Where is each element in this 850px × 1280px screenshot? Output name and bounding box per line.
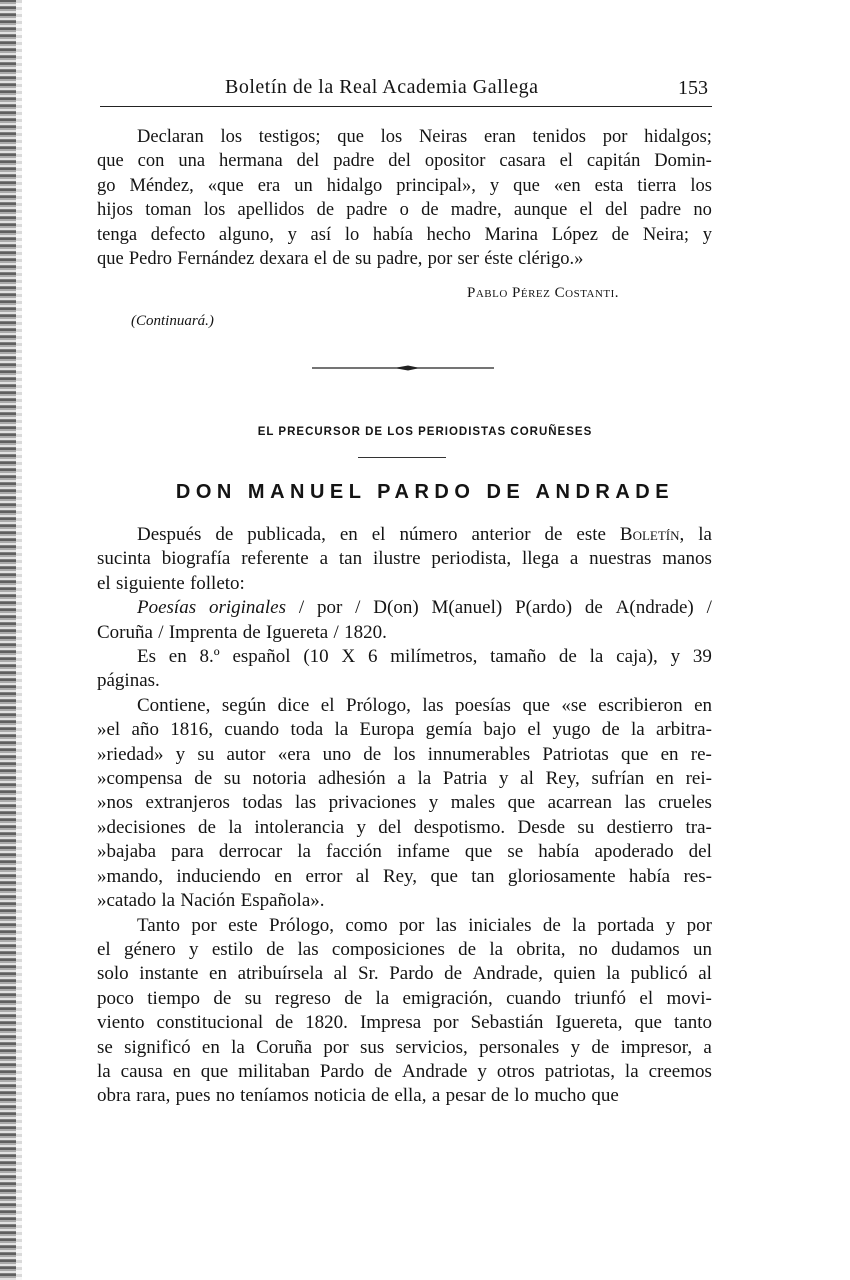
author-signature: Pablo Pérez Costanti. <box>467 285 620 301</box>
paragraph-2 <box>97 645 712 694</box>
book-binding-edge <box>0 0 16 1280</box>
article-title: DON MANUEL PARDO DE ANDRADE <box>175 481 675 503</box>
running-header <box>100 72 712 107</box>
text-line: »compensa de su notoria adhesión a la Patria y al Rey, sufrían en rei- <box>97 768 712 790</box>
paragraph-3 <box>97 694 712 914</box>
text-line: que Pedro Fernández dexara el de su padre, por ser éste clérigo.» <box>97 249 584 270</box>
article-subheading: EL PRECURSOR DE LOS PERIODISTAS CORUÑESES <box>257 426 593 438</box>
section-divider-ornament <box>312 362 494 374</box>
book-binding-shadow <box>16 0 22 1280</box>
text-line: »nos extranjeros todas las privaciones y males que acarrean las crueles <box>97 792 712 814</box>
paragraph-1 <box>97 523 712 596</box>
text-line: Después de publicada, en el número anterior de este Boletín, la <box>137 524 712 545</box>
short-divider-rule <box>358 457 446 458</box>
text-line: »el año 1816, cuando toda la Europa gemía bajo el yugo de la arbitra- <box>97 719 712 741</box>
text-line: el género y estilo de las composiciones de la obrita, no dudamos un <box>97 938 712 960</box>
text-line: Contiene, según dice el Prólogo, las poesías que «se escribieron en <box>137 694 712 716</box>
text-line: se significó en la Coruña por sus servicios, personales y de impresor, a <box>97 1036 712 1058</box>
continued-note: (Continuará.) <box>131 313 214 329</box>
text-line: Coruña / Imprenta de Iguereta / 1820. <box>97 621 387 643</box>
text-line: viento constitucional de 1820. Impresa por Sebastián Iguereta, que tanto <box>97 1012 712 1034</box>
text-line: »catado la Nación Española». <box>97 890 325 912</box>
page-number: 153 <box>678 77 708 99</box>
text-line: »mando, induciendo en error al Rey, que tan gloriosamente había res- <box>97 865 712 887</box>
text-line: que con una hermana del padre del opositor casara el capitán Domin- <box>97 151 712 172</box>
previous-article-ending <box>97 125 712 271</box>
text-line: Declaran los testigos; que los Neiras eran tenidos por hidalgos; <box>137 127 712 147</box>
text-line: la causa en que militaban Pardo de Andrade y otros patriotas, la creemos <box>97 1060 712 1082</box>
text-line: »decisiones de la intolerancia y del despotismo. Desde su destierro tra- <box>97 816 712 838</box>
paragraph-4 <box>97 914 712 1109</box>
text-line: el siguiente folleto: <box>97 572 245 594</box>
text-line: go Méndez, «que era un hidalgo principal», y que «en esta tierra los <box>97 175 712 196</box>
text-line: »bajaba para derrocar la facción infame que se había apoderado del <box>97 841 712 863</box>
header-title: Boletín de la Real Academia Gallega <box>225 76 539 98</box>
text-line: solo instante en atribuírsela al Sr. Pardo de Andrade, quien la publicó al <box>97 963 712 985</box>
text-line: »riedad» y su autor «era uno de los innumerables Patriotas que en re- <box>97 743 712 765</box>
text-line: Es en 8.º español (10 X 6 milímetros, tamaño de la caja), y 39 <box>137 646 712 668</box>
text-line: páginas. <box>97 670 160 692</box>
text-line: sucinta biografía referente a tan ilustre periodista, llega a nuestras manos <box>97 548 712 570</box>
bibliographic-citation <box>97 596 712 645</box>
text-line: hijos toman los apellidos de padre o de madre, aunque el del padre no <box>97 200 712 221</box>
article-body <box>97 523 712 1109</box>
text-line: Tanto por este Prólogo, como por las iniciales de la portada y por <box>137 914 712 936</box>
text-line: poco tiempo de su regreso de la emigración, cuando triunfó el movi- <box>97 987 712 1009</box>
text-line: obra rara, pues no teníamos noticia de ella, a pesar de lo mucho que <box>97 1085 619 1107</box>
text-line: Poesías originales / por / D(on) M(anuel) P(ardo) de A(ndrade) / <box>137 597 712 619</box>
text-line: tenga defecto alguno, y así lo había hecho Marina López de Neira; y <box>97 224 712 245</box>
